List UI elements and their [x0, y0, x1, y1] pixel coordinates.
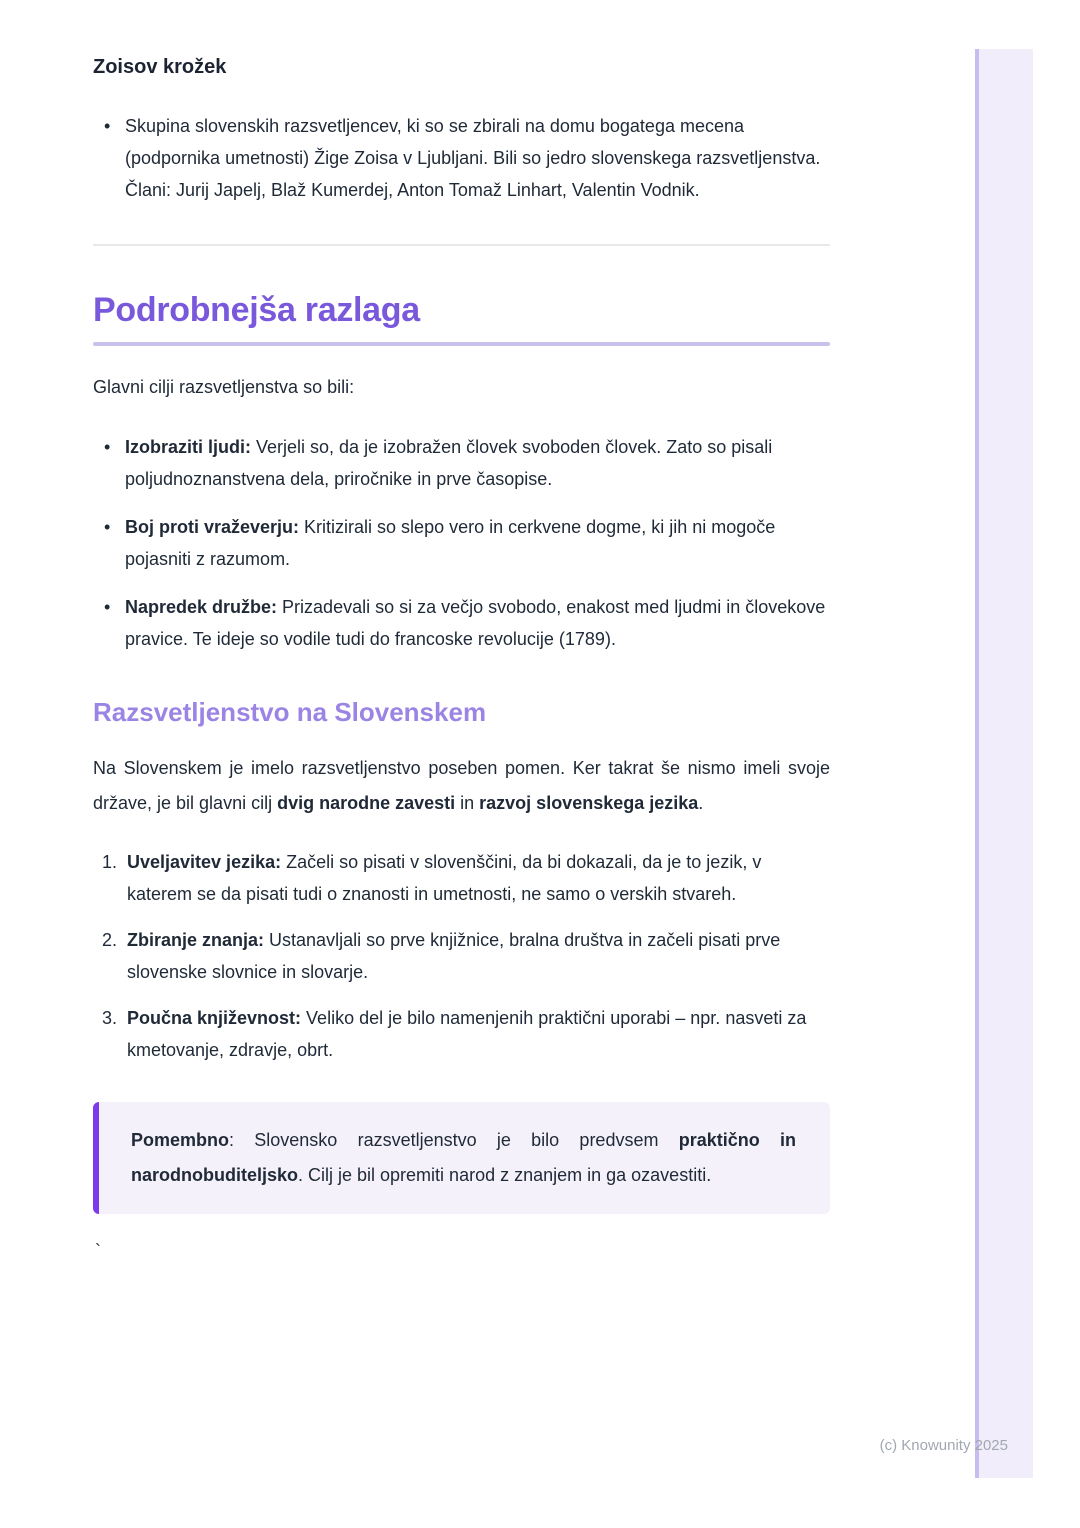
subheading-razsvetljenstvo-na-slovenskem: Razsvetljenstvo na Slovenskem	[93, 697, 487, 727]
list-item	[93, 924, 830, 988]
goals-list	[93, 431, 830, 655]
list-item	[93, 1002, 830, 1066]
bullet-icon: •	[104, 517, 111, 537]
callout-lead: Pomembno	[131, 1130, 230, 1150]
list-item	[93, 591, 830, 655]
step-text: Začeli so pisati v slovenščini, da bi dokazali, da je to jezik, v katerem se da pisati tudi o znanosti in umetnosti, ne samo o verskih stvareh.	[127, 852, 762, 904]
page-title: Podrobnejša razlaga	[93, 291, 420, 329]
step-lead: Uveljavitev jezika:	[127, 852, 282, 872]
list-number: 1.	[102, 852, 118, 872]
paragraph-text: in	[455, 793, 480, 813]
section-divider	[93, 244, 830, 246]
copyright-text: (c) Knowunity 2025	[879, 1437, 1008, 1454]
slovene-paragraph	[93, 751, 830, 821]
goal-text: Verjeli so, da je izobražen človek svoboden človek. Zato so pisali poljudnoznanstvena dela, priročnike in prve časopise.	[125, 437, 773, 489]
important-callout	[93, 1102, 830, 1214]
goal-lead: Napredek družbe:	[125, 597, 278, 617]
intro-text: Glavni cilji razsvetljenstva so bili:	[93, 377, 355, 397]
list-item	[93, 511, 830, 575]
step-lead: Poučna književnost:	[127, 1008, 302, 1028]
step-text: Ustanavljali so prve knjižnice, bralna društva in začeli pisati prve slovenske slovnice in slovarje.	[127, 930, 781, 982]
list-number: 2.	[102, 930, 118, 950]
goal-text: Kritizirali so slepo vero in cerkvene dogme, ki jih ni mogoče pojasniti z razumom.	[125, 517, 776, 569]
bullet-icon: •	[104, 437, 111, 457]
list-item	[93, 846, 830, 910]
paragraph-text: .	[698, 793, 704, 813]
footer	[880, 1437, 1008, 1454]
section-title-zoisov-krozek: Zoisov krožek	[93, 56, 227, 78]
zois-bullet-list	[93, 110, 830, 206]
bullet-icon: •	[104, 116, 111, 136]
paragraph-text: Na Slovenskem je imelo razsvetljenstvo poseben pomen. Ker takrat še nismo imeli svoje države, je bil glavni cilj	[93, 758, 830, 813]
numbered-list	[93, 846, 830, 1066]
step-lead: Zbiranje znanja:	[127, 930, 265, 950]
bullet-icon: •	[104, 597, 111, 617]
callout-bold: praktično in narodnobuditeljsko	[131, 1130, 797, 1185]
goal-lead: Izobraziti ljudi:	[125, 437, 251, 457]
goal-text: Prizadevali so si za večjo svobodo, enakost med ljudmi in človekove pravice. Te ideje so vodile tudi do francoske revolucije (1789).	[125, 597, 826, 649]
list-item	[93, 431, 830, 495]
heading-underline	[93, 342, 830, 346]
callout-segment: . Cilj je bil opremiti narod z znanjem in ga ozavestiti.	[298, 1165, 712, 1185]
list-item-text: Skupina slovenskih razsvetljencev, ki so se zbirali na domu bogatega mecena (podpornika umetnosti) Žige Zoisa v Ljubljani. Bili so jedro slovenskega razsvetljenstva. Člani: Jurij Japelj, Blaž Kumerdej, Anton Tomaž Linhart, Valentin Vodnik.	[125, 116, 821, 200]
list-item	[93, 110, 830, 206]
page-edge-stripe	[975, 49, 1033, 1478]
stray-backtick: `	[95, 1241, 101, 1261]
callout-segment: : Slovensko razsvetljenstvo je bilo predvsem	[229, 1130, 679, 1150]
callout-text	[131, 1123, 796, 1193]
paragraph-bold: dvig narodne zavesti	[277, 793, 456, 813]
paragraph-bold: razvoj slovenskega jezika	[479, 793, 699, 813]
list-number: 3.	[102, 1008, 118, 1028]
document-content	[93, 0, 830, 1262]
step-text: Veliko del je bilo namenjenih praktični uporabi – npr. nasveti za kmetovanje, zdravje, obrt.	[127, 1008, 807, 1060]
goal-lead: Boj proti vraževerju:	[125, 517, 300, 537]
